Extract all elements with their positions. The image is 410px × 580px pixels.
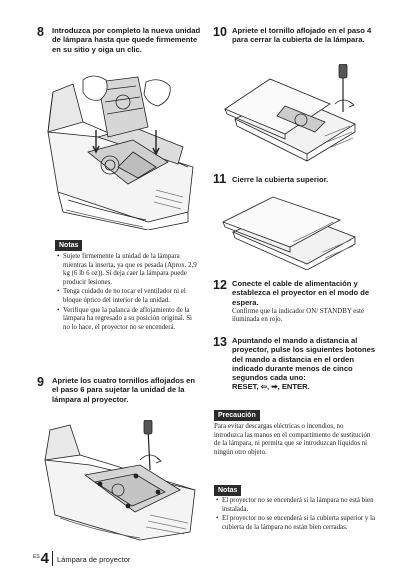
notes-list-left — [57, 253, 200, 333]
notes-label: Notas — [55, 240, 82, 251]
lamp-cover-illustration — [215, 64, 370, 164]
footer-lang: ES — [33, 554, 40, 560]
note-item: • Verifique que la palanca de aflojamiento de la lámpara ha regresado a su posición original. Si no lo hace, el proyector no se encenderá. — [57, 307, 200, 333]
caution-text: Para evitar descargas eléctricas o incendios, no introduzca las manos en el compartimento de sustitución de la lámpara, ni permita que se introduzcan líquidos ni ningún otro objeto. — [214, 423, 371, 456]
footer-divider — [52, 551, 53, 566]
footer-page-number: 4 — [40, 550, 50, 567]
note-item: • Tenga cuidado de no tocar el ventilador ni el bloque óptico del interior de la unidad. — [57, 288, 200, 305]
page-footer — [33, 551, 130, 566]
step-number: 12 — [213, 278, 227, 292]
step-number: 8 — [37, 25, 44, 39]
note-item: • Sujete firmemente la unidad de la lámpara mientras la inserta, ya que es pesada (Aprox. 2,9 kg (6 lb 6 oz)). Si deja caer la lámpara puede producir lesiones. — [57, 253, 200, 287]
step-number: 9 — [37, 375, 44, 389]
step-text: Introduzca por completo la nueva unidad de lámpara hasta que quede firmemente en su sitio y oiga un clic. — [52, 26, 201, 54]
step-text: Apriete los cuatro tornillos aflojados en el paso 6 para sujetar la unidad de la lámpara al proyector. — [52, 376, 196, 404]
step-detail: Confirme que la indicador ON/ STANDBY esté iluminada en rojo. — [232, 307, 365, 324]
step-13 — [213, 336, 378, 392]
step-number: 11 — [213, 172, 227, 186]
button-sequence: RESET, ⇦, ➡, ENTER. — [232, 382, 310, 392]
screw-tighten-illustration — [40, 420, 200, 542]
step-number: 13 — [213, 335, 227, 349]
note-item: • El proyector no se encenderá si la cubierta superior y la cubierta de la lámpara no están bien cerradas. — [216, 515, 376, 532]
note-item: • El proyector no se encenderá si la lámpara no está bien instalada. — [216, 497, 376, 514]
step-text: Apuntando el mando a distancia al proyector, pulse los siguientes botones del mando a distancia en el orden indicado durante menos de cinco segundos cada uno: — [232, 336, 376, 383]
step-12 — [213, 279, 378, 325]
step-text: Apriete el tornillo aflojado en el paso 4 para cerrar la cubierta de la lámpara. — [232, 26, 372, 45]
top-cover-illustration — [215, 192, 370, 270]
caution-label: Precaución — [214, 410, 260, 421]
step-10 — [213, 26, 378, 45]
notes-label: Notas — [214, 485, 241, 496]
lamp-insert-illustration — [38, 72, 198, 230]
footer-title: Lámpara de proyector — [57, 555, 131, 564]
step-11 — [213, 173, 378, 186]
step-8 — [37, 26, 202, 54]
step-9 — [37, 376, 202, 404]
notes-list-right — [216, 497, 376, 533]
step-text: Cierre la cubierta superior. — [232, 175, 329, 184]
step-text: Conecte el cable de alimentación y establezca el proyector en el modo de espera. — [232, 279, 370, 307]
step-number: 10 — [213, 25, 227, 39]
